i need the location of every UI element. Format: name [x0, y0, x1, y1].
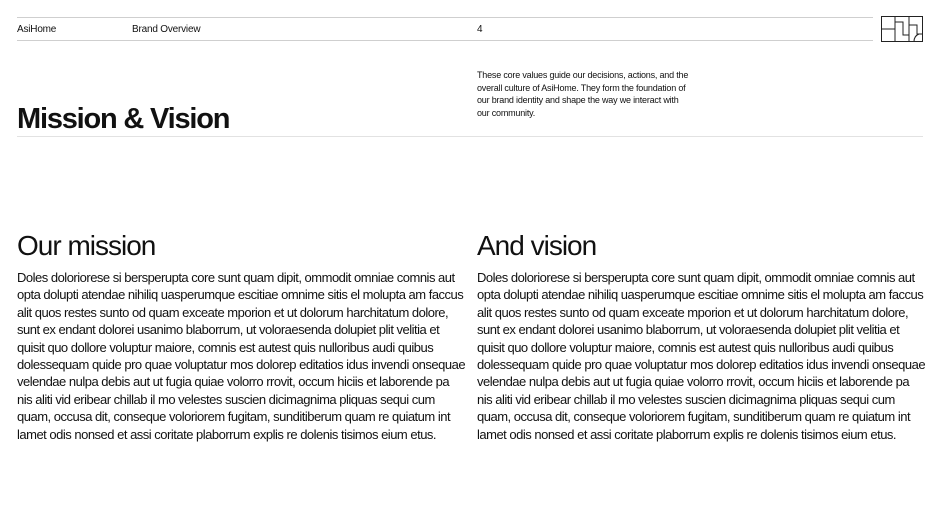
- intro-text: These core values guide our decisions, actions, and the overall culture of AsiHome. They form the foundation of our brand identity and shape the way we interact with our community.: [477, 70, 689, 118]
- page-title: Mission & Vision: [17, 103, 230, 135]
- vision-section: [477, 228, 927, 443]
- header-top-rule: [17, 17, 873, 18]
- vision-heading: And vision: [477, 230, 597, 261]
- mission-heading: Our mission: [17, 230, 156, 261]
- mission-body: Doles doloriorese si bersperupta core sunt quam dipit, ommodit omniae comnis aut opta dolupti atendae nihiliq uasperumque escitiae omnime sitis el molupta am faccus alit quos restes sunto od quam exceate mporion et ut dolorum harchitatum dolore, sunt ex endant dolorei usanimo blaborrum, ut voloraesenda dolupiet plit velitia et quisit quo dollore voluptur maiore, comnis est autest quis nulloribus audi quibus dolessequam quide pro quae voluptatur mos dolorep editatios idus invendi onsequae velendae nulpa debis aut ut fugia quiae volorro rrovit, occum hiciis et laborende pa nis aliti vid eribear chillab il mo velestes suscien dicimagnima pliquas sequi cum quam, occusa dit, conseque voloriorem fugitam, sunditiberum quam re quiatum int lamet odis nonsed et assi coritate plaborrum explis re dolenis tisimos eium etus.: [17, 270, 466, 442]
- title-divider: [17, 136, 923, 137]
- section-title: Brand Overview: [132, 24, 201, 35]
- mission-section: [17, 228, 467, 443]
- header-bottom-rule: [17, 40, 873, 41]
- page-number: 4: [477, 24, 483, 35]
- brand-name: AsiHome: [17, 24, 57, 35]
- asihome-monogram-icon: [881, 16, 923, 42]
- vision-body: Doles doloriorese si bersperupta core sunt quam dipit, ommodit omniae comnis aut opta dolupti atendae nihiliq uasperumque escitiae omnime sitis el molupta am faccus alit quos restes sunto od quam exceate mporion et ut dolorum harchitatum dolore, sunt ex endant dolorei usanimo blaborrum, ut voloraesenda dolupiet plit velitia et quisit quo dollore voluptur maiore, comnis est autest quis nulloribus audi quibus dolessequam quide pro quae voluptatur mos dolorep editatios idus invendi onsequae velendae nulpa debis aut ut fugia quiae volorro rrovit, occum hiciis et laborende pa nis aliti vid eribear chillab il mo velestes suscien dicimagnima pliquas sequi cum quam, occusa dit, conseque voloriorem fugitam, sunditiberum quam re quiatum int lamet odis nonsed et assi coritate plaborrum explis re dolenis tisimos eium etus.: [477, 270, 926, 442]
